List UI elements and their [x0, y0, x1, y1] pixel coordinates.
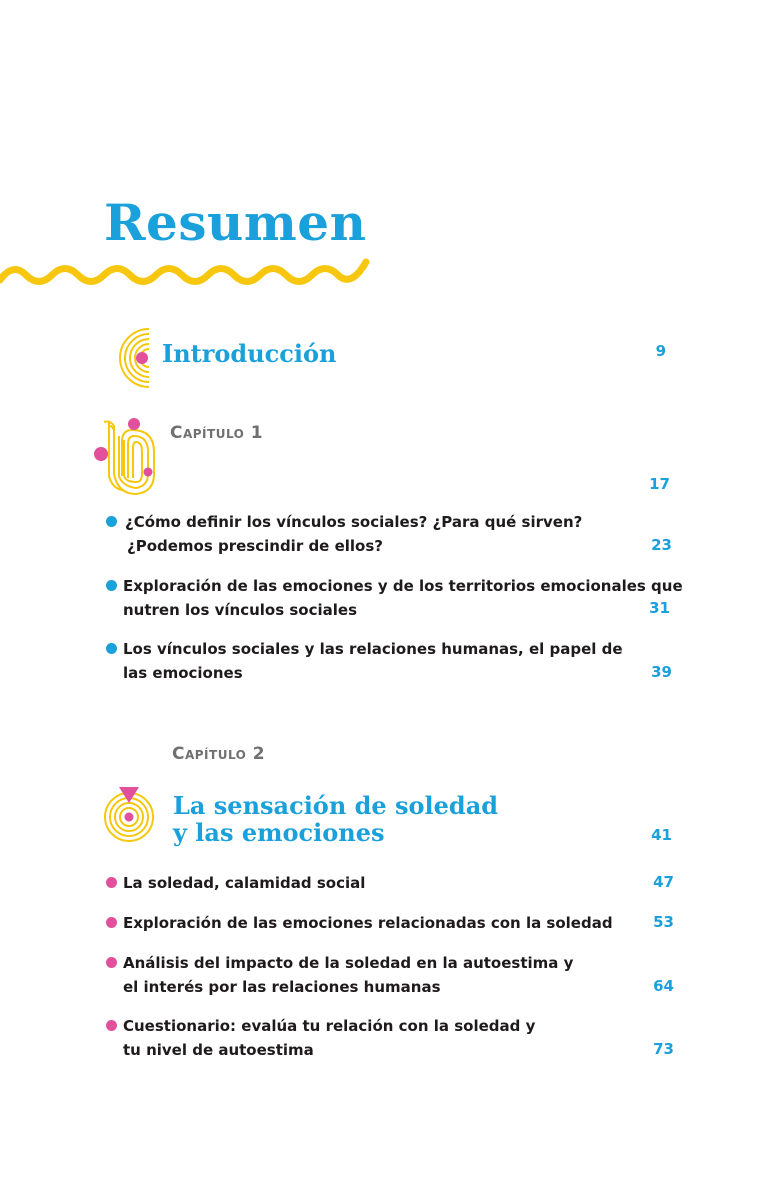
list-item-page-number: 23 [651, 536, 672, 554]
list-item: Los vínculos sociales y las relaciones humanas, el papel de las emociones [123, 640, 623, 682]
list-item-page-number: 73 [653, 1040, 674, 1058]
arc-circle-icon [101, 327, 153, 389]
wave-decoration [0, 256, 372, 296]
list-item: Análisis del impacto de la soledad en la autoestima y el interés por las relaciones humanas [123, 954, 574, 996]
list-item-page-number: 39 [651, 663, 672, 681]
bullet-icon [106, 643, 117, 654]
bullet-icon [106, 917, 117, 928]
chapter1-label: Capítulo 1 [170, 423, 264, 443]
bullet-icon [106, 1020, 117, 1031]
intro-page-number: 9 [655, 342, 666, 360]
concentric-circles-icon [103, 785, 157, 843]
intro-heading: Introducción [162, 339, 337, 368]
list-item: ¿Cómo definir los vínculos sociales? ¿Para qué sirven? ¿Podemos prescindir de ellos? [125, 513, 583, 555]
bullet-icon [106, 580, 117, 591]
list-item: Cuestionario: evalúa tu relación con la soledad y tu nivel de autoestima [123, 1017, 536, 1059]
page-title: Resumen [104, 193, 367, 252]
list-item-page-number: 53 [653, 913, 674, 931]
chapter2-page-number: 41 [651, 826, 672, 844]
list-item: Exploración de las emociones relacionadas con la soledad [123, 914, 613, 932]
list-item: La soledad, calamidad social [123, 874, 366, 892]
chapter2-label: Capítulo 2 [172, 744, 266, 764]
chapter1-page-number: 17 [649, 475, 670, 493]
chapter2-heading: La sensación de soledad y las emociones [173, 791, 499, 847]
list-item: Exploración de las emociones y de los territorios emocionales que nutren los vínculos sociales [123, 577, 683, 619]
list-item-page-number: 47 [653, 873, 674, 891]
wavy-lines-icon [92, 416, 158, 498]
bullet-icon [106, 957, 117, 968]
list-item-page-number: 31 [649, 599, 670, 617]
bullet-icon [106, 877, 117, 888]
bullet-icon [106, 516, 117, 527]
list-item-page-number: 64 [653, 977, 674, 995]
